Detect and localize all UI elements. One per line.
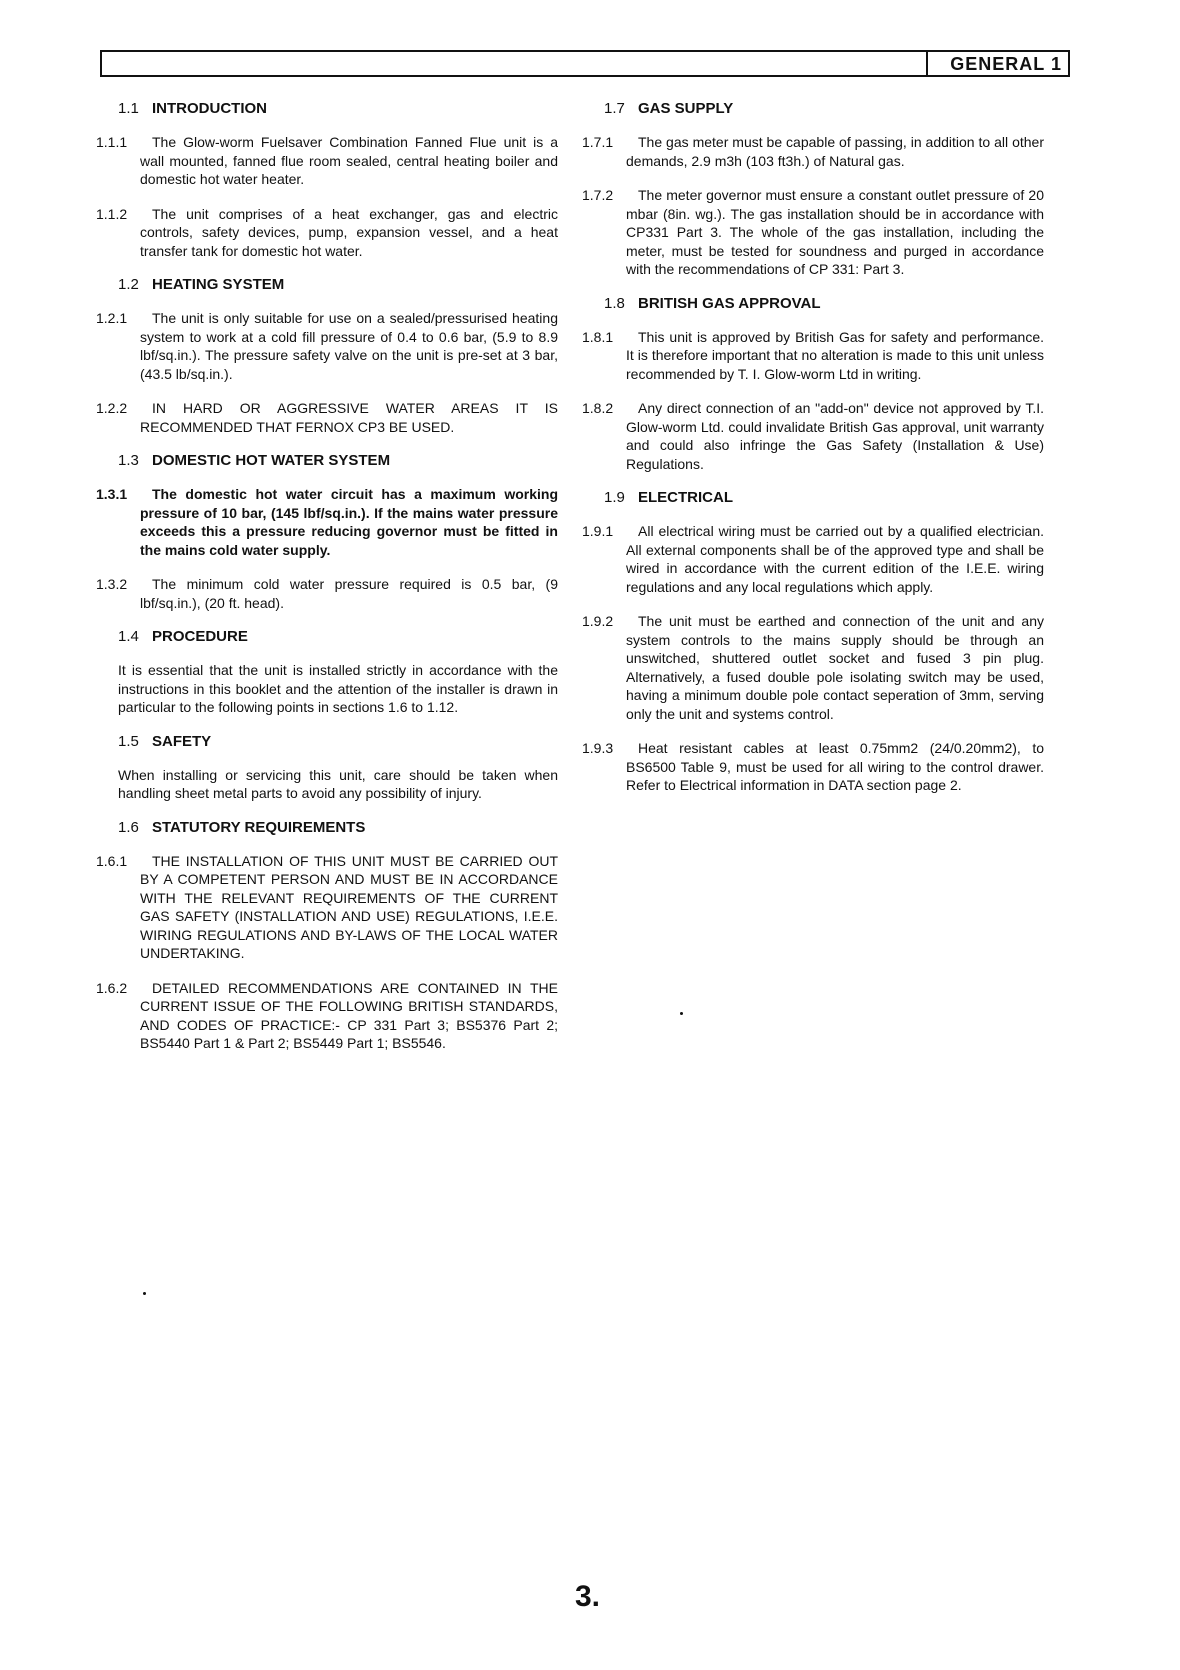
clause-number: 1.1 [118, 100, 139, 117]
clause-number: 1.5 [118, 732, 139, 750]
heading-text: BRITISH GAS APPROVAL [638, 294, 821, 312]
paragraph [96, 852, 558, 963]
paragraph-text: The gas meter must be capable of passing, in addition to all other demands, 2.9 m3h (103 ft3h.) of Natural gas. [626, 134, 1044, 169]
section-heading [118, 452, 558, 469]
paragraph-text: The minimum cold water pressure required is 0.5 bar, (9 lbf/sq.in.), (20 ft. head). [140, 576, 558, 611]
clause-number: 1.2.1 [96, 310, 128, 326]
clause-number: 1.3 [118, 452, 139, 469]
section-title: GENERAL 1 [950, 54, 1062, 74]
paragraph [582, 133, 1044, 170]
section-heading [118, 733, 558, 750]
clause-number: 1.6.1 [96, 852, 128, 869]
clause-number: 1.1.2 [96, 205, 128, 222]
paragraph [96, 309, 558, 383]
heading-text: ELECTRICAL [638, 489, 733, 506]
paragraph-text: IN HARD OR AGGRESSIVE WATER AREAS IT IS RECOMMENDED THAT FERNOX CP3 BE USED. [140, 400, 558, 435]
left-column [96, 100, 558, 1069]
heading-text: HEATING SYSTEM [152, 276, 285, 293]
paragraph-text: THE INSTALLATION OF THIS UNIT MUST BE CARRIED OUT BY A COMPETENT PERSON AND MUST BE IN ACCORDANCE WITH THE RELEVANT REQUIREMENTS OF THE CURRENT GAS SAFETY (INSTALLATION AND USE) REGULATIONS, I.E.E. WIRING REGULATIONS AND BY-LAWS OF THE LOCAL WATER UNDERTAKING. [140, 852, 558, 961]
clause-number: 1.6.2 [96, 979, 128, 996]
paragraph-text: This unit is approved by British Gas for safety and performance. It is therefore important that no alteration is made to this unit unless recommended by T. I. Glow-worm Ltd in writing. [626, 328, 1044, 382]
clause-number: 1.9.2 [582, 613, 614, 629]
paragraph-text: DETAILED RECOMMENDATIONS ARE CONTAINED IN THE CURRENT ISSUE OF THE FOLLOWING BRITISH STANDARDS, AND CODES OF PRACTICE:- CP 331 Part 3; BS5376 Part 2; BS5440 Part 1 & Part 2; BS5449 Part 1; BS5546. [140, 979, 558, 1051]
heading-text: SAFETY [152, 732, 212, 750]
section-heading [118, 276, 558, 293]
paragraph-text: All electrical wiring must be carried out by a qualified electrician. All external components shall be of the approved type and shall be wired in accordance with the current edition of the I.E.E. wiring regulations and any local regulations which apply. [626, 523, 1044, 595]
paragraph [118, 766, 558, 803]
paragraph [118, 661, 558, 717]
clause-number: 1.6 [118, 818, 139, 836]
clause-number: 1.4 [118, 628, 139, 645]
heading-text: PROCEDURE [152, 628, 248, 645]
paragraph [96, 485, 558, 559]
clause-number: 1.7.2 [582, 187, 614, 203]
paragraph [96, 205, 558, 261]
scan-speck [680, 1012, 683, 1015]
section-heading [118, 100, 558, 117]
clause-number: 1.1.1 [96, 134, 128, 150]
paragraph-text: It is essential that the unit is installed strictly in accordance with the instructions in this booklet and the attention of the installer is drawn in particular to the following points in sections 1.6 to 1.12. [118, 662, 558, 715]
paragraph [96, 133, 558, 189]
paragraph-text: Any direct connection of an "add-on" device not approved by T.I. Glow-worm Ltd. could invalidate British Gas approval, unit warranty and could also infringe the Gas Safety (Installation & Use) Regulations. [626, 400, 1044, 472]
clause-number: 1.2.2 [96, 400, 128, 416]
paragraph-text: When installing or servicing this unit, care should be taken when handling sheet metal parts to avoid any possibility of injury. [118, 766, 558, 801]
paragraph-text: The meter governor must ensure a constant outlet pressure of 20 mbar (8in. wg.). The gas installation should be in accordance with CP331 Part 3. The whole of the gas installation, including the meter, must be tested for soundness and purged in accordance with the recommendations of CP 331: Part 3. [626, 187, 1044, 277]
clause-number: 1.8.2 [582, 400, 614, 416]
heading-text: INTRODUCTION [152, 100, 267, 117]
paragraph-text: The Glow-worm Fuelsaver Combination Fanned Flue unit is a wall mounted, fanned flue room sealed, central heating boiler and domestic hot water heater. [140, 134, 558, 187]
clause-number: 1.9 [604, 489, 625, 506]
paragraph [582, 612, 1044, 723]
clause-number: 1.2 [118, 276, 139, 293]
paragraph [582, 186, 1044, 279]
section-heading [604, 295, 1044, 312]
clause-number: 1.8 [604, 294, 625, 312]
clause-number: 1.7.1 [582, 134, 614, 150]
paragraph [96, 399, 558, 436]
clause-number: 1.9.1 [582, 523, 614, 539]
section-heading [604, 489, 1044, 506]
paragraph [582, 739, 1044, 795]
clause-number: 1.3.2 [96, 576, 128, 592]
clause-number: 1.8.1 [582, 328, 614, 345]
section-heading [118, 819, 558, 836]
paragraph [582, 328, 1044, 384]
paragraph [96, 979, 558, 1053]
section-heading [604, 100, 1044, 117]
scan-speck [143, 1292, 146, 1295]
section-heading [118, 628, 558, 645]
clause-number: 1.9.3 [582, 740, 614, 756]
page-number: 3. [575, 1580, 601, 1613]
clause-number: 1.7 [604, 100, 625, 117]
clause-number: 1.3.1 [96, 486, 128, 502]
section-header-box [100, 50, 1070, 77]
paragraph [582, 399, 1044, 473]
heading-text: DOMESTIC HOT WATER SYSTEM [152, 452, 391, 469]
paragraph [96, 575, 558, 612]
paragraph [582, 522, 1044, 596]
paragraph-text: The unit is only suitable for use on a sealed/pressurised heating system to work at a cold fill pressure of 0.4 to 0.6 bar, (5.9 to 8.9 lbf/sq.in.). The pressure safety valve on the unit is pre-set at 3 bar, (43.5 lb/sq.in.). [140, 310, 558, 382]
paragraph-text: The unit must be earthed and connection of the unit and any system controls to the mains supply should be through an unswitched, shuttered outlet socket and fused 3 pin plug. Alternatively, a fused double pole isolating switch may be used, having a minimum double pole contact seperation of 3mm, serving only the unit and systems control. [626, 613, 1044, 722]
heading-text: GAS SUPPLY [638, 100, 734, 117]
heading-text: STATUTORY REQUIREMENTS [152, 818, 366, 836]
paragraph-text: The domestic hot water circuit has a maximum working pressure of 10 bar, (145 lbf/sq.in.). If the mains water pressure exceeds this a pressure reducing governor must be fitted in the mains cold water supply. [140, 486, 558, 558]
paragraph-text: The unit comprises of a heat exchanger, gas and electric controls, safety devices, pump, expansion vessel, and a heat transfer tank for domestic hot water. [140, 205, 558, 259]
paragraph-text: Heat resistant cables at least 0.75mm2 (24/0.20mm2), to BS6500 Table 9, must be used for all wiring to the control drawer. Refer to Electrical information in DATA section page 2. [626, 740, 1044, 793]
right-column [582, 100, 1044, 811]
